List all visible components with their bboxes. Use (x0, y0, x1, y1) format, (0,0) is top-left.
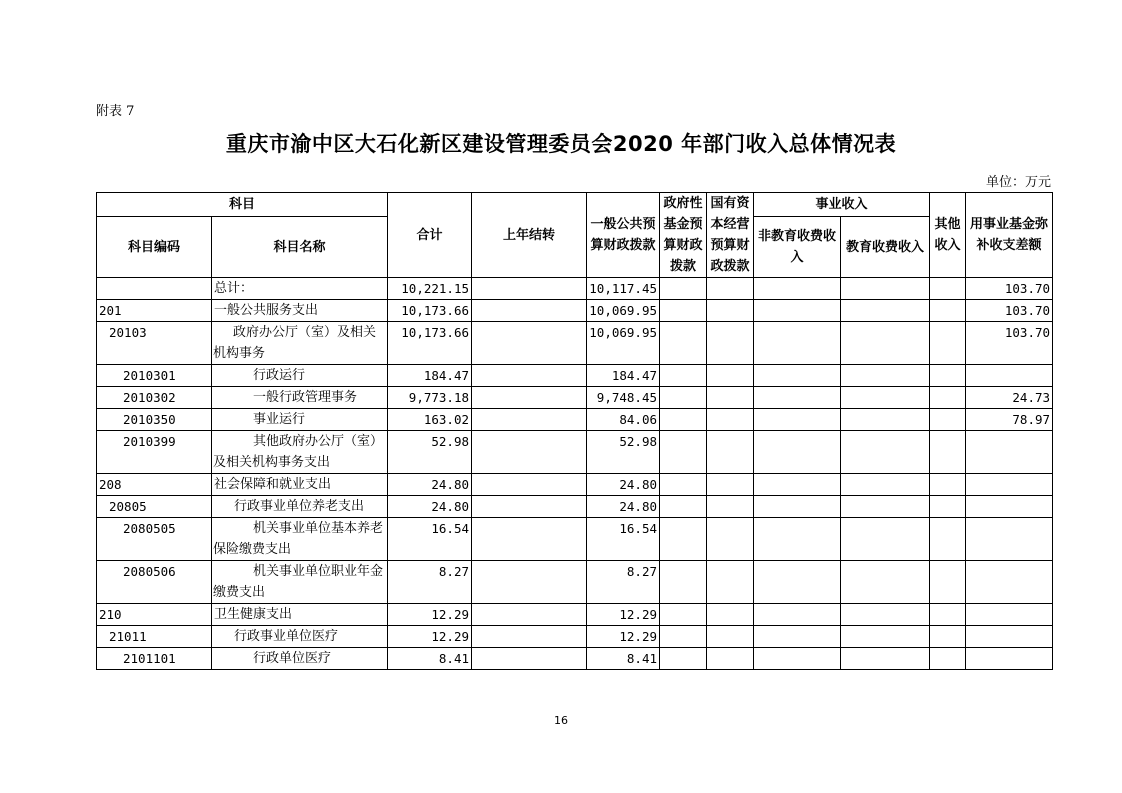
row-name: 一般公共服务支出 (212, 300, 388, 322)
row-name: 事业运行 (212, 409, 388, 431)
row-carryover (472, 604, 587, 626)
row-non-edu-fee (754, 300, 841, 322)
row-non-edu-fee (754, 496, 841, 518)
row-total: 9,773.18 (388, 387, 472, 409)
row-general-budget: 10,117.45 (587, 278, 660, 300)
row-edu-fee (841, 278, 930, 300)
row-code: 2010350 (97, 409, 212, 431)
row-name: 总计： (212, 278, 388, 300)
header-fund-offset: 用事业基金弥补收支差额 (966, 193, 1053, 278)
row-code: 201 (97, 300, 212, 322)
row-edu-fee (841, 604, 930, 626)
row-soe-budget (707, 278, 754, 300)
row-name: 行政单位医疗 (212, 648, 388, 670)
row-total: 10,221.15 (388, 278, 472, 300)
row-name: 机关事业单位基本养老保险缴费支出 (212, 518, 388, 561)
row-soe-budget (707, 300, 754, 322)
row-fund-offset (966, 431, 1053, 474)
header-fund-budget: 政府性基金预算财政拨款 (660, 193, 707, 278)
unit-label: 单位：万元 (985, 175, 1051, 190)
row-edu-fee (841, 518, 930, 561)
row-fund-offset (966, 648, 1053, 670)
row-non-edu-fee (754, 365, 841, 387)
table-row (97, 648, 1053, 670)
row-general-budget: 184.47 (587, 365, 660, 387)
row-other-income (930, 648, 966, 670)
row-general-budget: 10,069.95 (587, 322, 660, 365)
row-total: 24.80 (388, 496, 472, 518)
row-name: 行政事业单位养老支出 (212, 496, 388, 518)
row-fund-offset: 78.97 (966, 409, 1053, 431)
header-non-edu-fee: 非教育收费收入 (754, 217, 841, 278)
header-general-budget: 一般公共预算财政拨款 (587, 193, 660, 278)
row-total: 24.80 (388, 474, 472, 496)
row-soe-budget (707, 561, 754, 604)
table-row (97, 518, 1053, 561)
row-non-edu-fee (754, 387, 841, 409)
row-code: 21011 (97, 626, 212, 648)
row-fund-budget (660, 409, 707, 431)
row-edu-fee (841, 474, 930, 496)
row-name: 卫生健康支出 (212, 604, 388, 626)
row-name: 行政运行 (212, 365, 388, 387)
row-fund-budget (660, 278, 707, 300)
row-carryover (472, 409, 587, 431)
row-fund-offset (966, 496, 1053, 518)
row-name: 政府办公厅（室）及相关机构事务 (212, 322, 388, 365)
header-other-income: 其他收入 (930, 193, 966, 278)
row-general-budget: 8.27 (587, 561, 660, 604)
table-row (97, 604, 1053, 626)
row-carryover (472, 365, 587, 387)
row-other-income (930, 431, 966, 474)
table-row (97, 300, 1053, 322)
header-soe-budget: 国有资本经营预算财政拨款 (707, 193, 754, 278)
header-name: 科目名称 (212, 217, 388, 278)
table-row (97, 431, 1053, 474)
row-total: 12.29 (388, 604, 472, 626)
row-edu-fee (841, 648, 930, 670)
table-row (97, 365, 1053, 387)
row-carryover (472, 431, 587, 474)
row-total: 184.47 (388, 365, 472, 387)
header-business-income: 事业收入 (754, 193, 930, 217)
row-non-edu-fee (754, 648, 841, 670)
row-edu-fee (841, 300, 930, 322)
row-fund-budget (660, 561, 707, 604)
row-non-edu-fee (754, 278, 841, 300)
row-soe-budget (707, 518, 754, 561)
table-row (97, 474, 1053, 496)
row-carryover (472, 648, 587, 670)
header-total: 合计 (388, 193, 472, 278)
row-soe-budget (707, 496, 754, 518)
annex-label: 附表 7 (96, 104, 135, 119)
row-code: 2080506 (97, 561, 212, 604)
row-general-budget: 10,069.95 (587, 300, 660, 322)
row-soe-budget (707, 604, 754, 626)
row-fund-offset (966, 474, 1053, 496)
table-row (97, 322, 1053, 365)
row-other-income (930, 496, 966, 518)
row-total: 12.29 (388, 626, 472, 648)
row-code: 20805 (97, 496, 212, 518)
row-code: 2010399 (97, 431, 212, 474)
table-row (97, 561, 1053, 604)
row-general-budget: 24.80 (587, 474, 660, 496)
row-fund-budget (660, 431, 707, 474)
row-other-income (930, 365, 966, 387)
row-other-income (930, 409, 966, 431)
row-edu-fee (841, 409, 930, 431)
row-carryover (472, 387, 587, 409)
row-soe-budget (707, 474, 754, 496)
row-non-edu-fee (754, 322, 841, 365)
row-fund-offset (966, 365, 1053, 387)
row-fund-offset: 103.70 (966, 278, 1053, 300)
row-fund-budget (660, 474, 707, 496)
row-non-edu-fee (754, 626, 841, 648)
row-general-budget: 84.06 (587, 409, 660, 431)
page-number: 16 (554, 714, 568, 727)
table-row (97, 496, 1053, 518)
row-other-income (930, 278, 966, 300)
row-code: 2010301 (97, 365, 212, 387)
page-title: 重庆市渝中区大石化新区建设管理委员会2020 年部门收入总体情况表 (225, 132, 897, 156)
row-fund-budget (660, 604, 707, 626)
row-general-budget: 16.54 (587, 518, 660, 561)
row-soe-budget (707, 409, 754, 431)
row-other-income (930, 474, 966, 496)
header-carryover: 上年结转 (472, 193, 587, 278)
row-general-budget: 8.41 (587, 648, 660, 670)
row-general-budget: 9,748.45 (587, 387, 660, 409)
row-carryover (472, 474, 587, 496)
row-general-budget: 12.29 (587, 604, 660, 626)
row-soe-budget (707, 387, 754, 409)
row-code: 210 (97, 604, 212, 626)
row-fund-offset (966, 626, 1053, 648)
row-code: 20103 (97, 322, 212, 365)
row-fund-budget (660, 365, 707, 387)
row-fund-budget (660, 626, 707, 648)
row-edu-fee (841, 431, 930, 474)
row-total: 8.27 (388, 561, 472, 604)
table-row (97, 409, 1053, 431)
row-code: 2080505 (97, 518, 212, 561)
row-code: 2101101 (97, 648, 212, 670)
row-other-income (930, 561, 966, 604)
row-non-edu-fee (754, 474, 841, 496)
row-total: 10,173.66 (388, 322, 472, 365)
row-non-edu-fee (754, 561, 841, 604)
table-row (97, 387, 1053, 409)
row-other-income (930, 518, 966, 561)
row-fund-offset (966, 561, 1053, 604)
row-total: 16.54 (388, 518, 472, 561)
row-general-budget: 52.98 (587, 431, 660, 474)
row-fund-offset: 24.73 (966, 387, 1053, 409)
row-carryover (472, 278, 587, 300)
row-non-edu-fee (754, 518, 841, 561)
row-fund-budget (660, 496, 707, 518)
row-fund-budget (660, 322, 707, 365)
table-row (97, 626, 1053, 648)
row-edu-fee (841, 626, 930, 648)
header-edu-fee: 教育收费收入 (841, 217, 930, 278)
row-name: 其他政府办公厅（室）及相关机构事务支出 (212, 431, 388, 474)
row-carryover (472, 322, 587, 365)
row-fund-offset: 103.70 (966, 300, 1053, 322)
row-other-income (930, 387, 966, 409)
header-subject: 科目 (97, 193, 388, 217)
row-fund-budget (660, 300, 707, 322)
row-edu-fee (841, 322, 930, 365)
row-other-income (930, 604, 966, 626)
row-fund-offset (966, 604, 1053, 626)
row-fund-offset (966, 518, 1053, 561)
row-other-income (930, 300, 966, 322)
row-soe-budget (707, 322, 754, 365)
row-code (97, 278, 212, 300)
row-edu-fee (841, 561, 930, 604)
row-name: 社会保障和就业支出 (212, 474, 388, 496)
row-other-income (930, 322, 966, 365)
row-name: 行政事业单位医疗 (212, 626, 388, 648)
row-total: 52.98 (388, 431, 472, 474)
row-carryover (472, 300, 587, 322)
row-name: 一般行政管理事务 (212, 387, 388, 409)
row-carryover (472, 561, 587, 604)
row-total: 8.41 (388, 648, 472, 670)
row-edu-fee (841, 387, 930, 409)
row-fund-budget (660, 648, 707, 670)
row-fund-budget (660, 518, 707, 561)
row-edu-fee (841, 496, 930, 518)
row-non-edu-fee (754, 431, 841, 474)
row-soe-budget (707, 431, 754, 474)
row-other-income (930, 626, 966, 648)
row-total: 163.02 (388, 409, 472, 431)
row-name: 机关事业单位职业年金缴费支出 (212, 561, 388, 604)
income-table (96, 192, 1053, 670)
row-soe-budget (707, 648, 754, 670)
row-non-edu-fee (754, 409, 841, 431)
row-non-edu-fee (754, 604, 841, 626)
row-carryover (472, 496, 587, 518)
row-total: 10,173.66 (388, 300, 472, 322)
row-general-budget: 24.80 (587, 496, 660, 518)
row-soe-budget (707, 365, 754, 387)
row-code: 208 (97, 474, 212, 496)
row-fund-budget (660, 387, 707, 409)
row-carryover (472, 626, 587, 648)
header-code: 科目编码 (97, 217, 212, 278)
row-general-budget: 12.29 (587, 626, 660, 648)
row-carryover (472, 518, 587, 561)
row-soe-budget (707, 626, 754, 648)
row-code: 2010302 (97, 387, 212, 409)
row-fund-offset: 103.70 (966, 322, 1053, 365)
table-row (97, 278, 1053, 300)
row-edu-fee (841, 365, 930, 387)
